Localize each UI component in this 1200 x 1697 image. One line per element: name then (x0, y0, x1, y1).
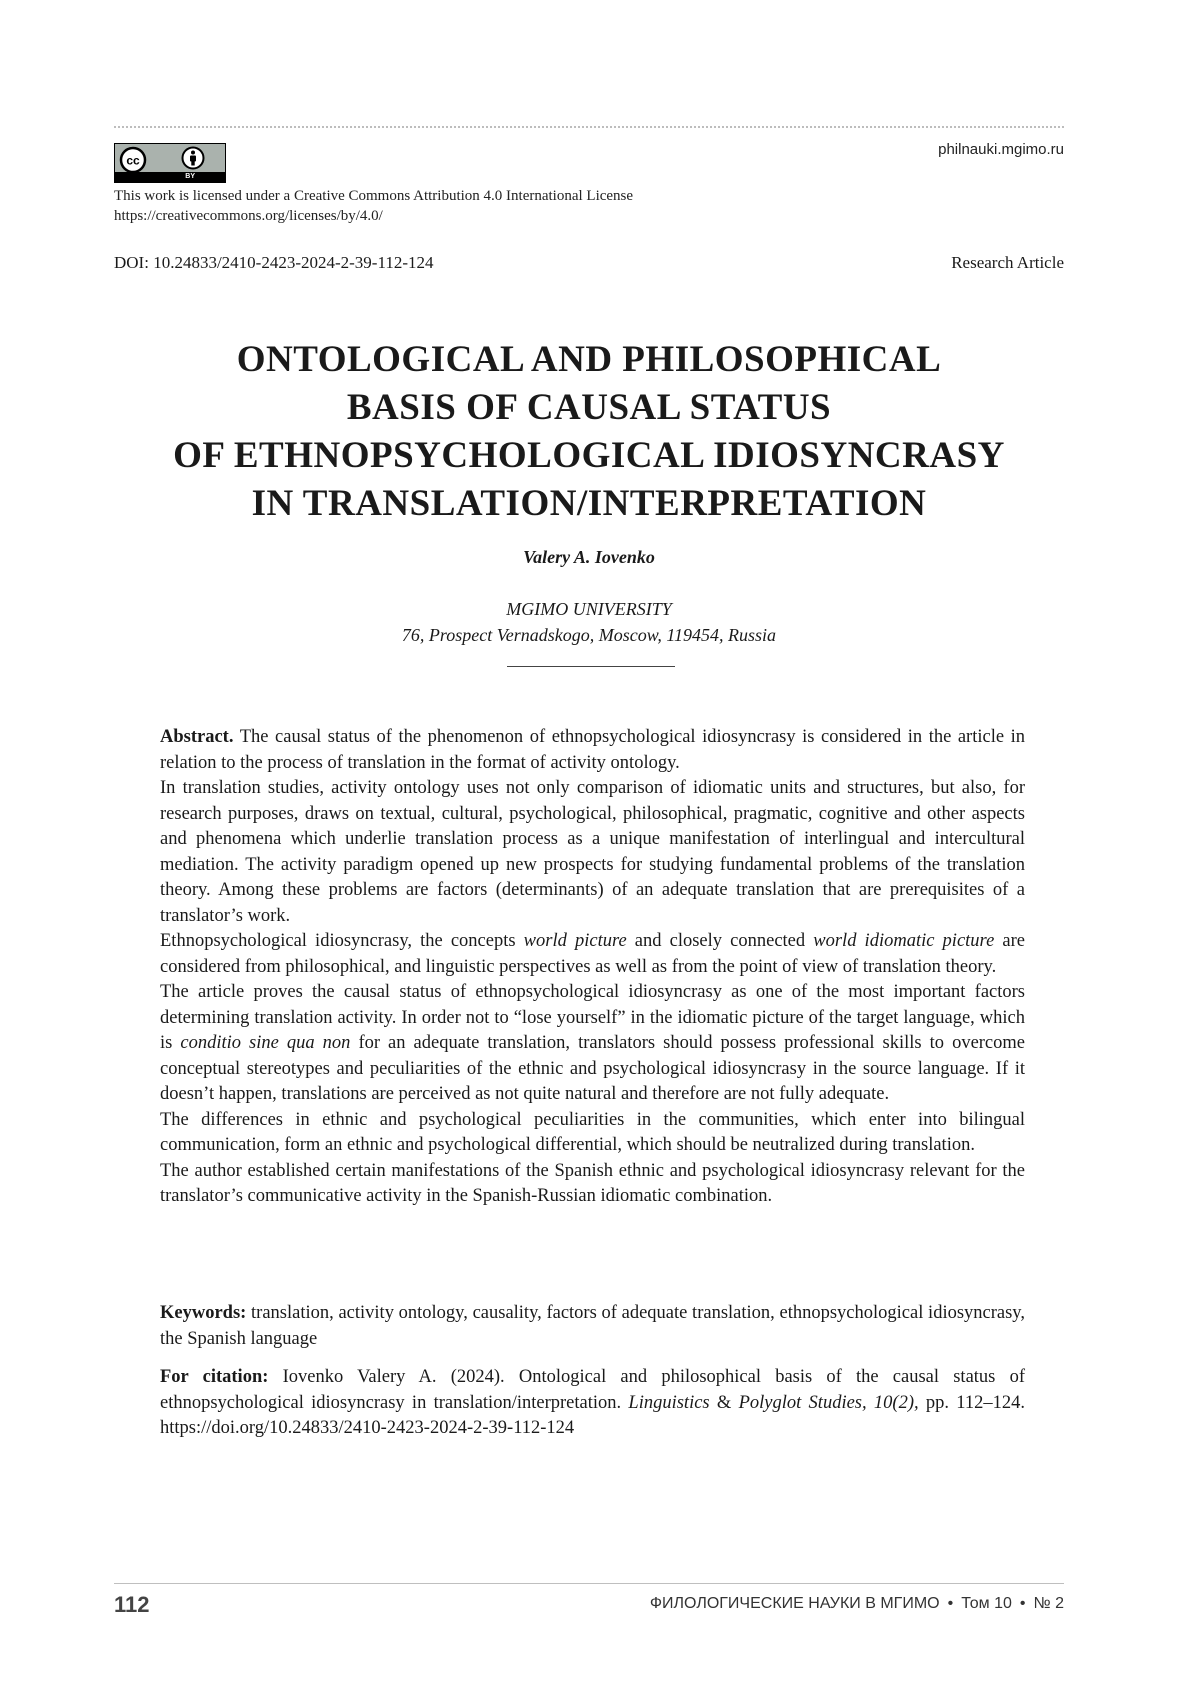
author-name: Valery A. Iovenko (523, 547, 655, 567)
title-line: BASIS OF CAUSAL STATUS (346, 387, 832, 428)
abstract-text: are considered from philosophical, and linguistic perspectives as well as from the point of view of translation theory. (160, 931, 1025, 977)
affiliation (114, 596, 1064, 648)
journal-footer (650, 1595, 1064, 1613)
abstract-text: The article proves the causal status of ethnopsychological idiosyncrasy as one of the most important factors determining translation activity. In order not to “lose yourself” in the idiomatic picture of the target language, which is (160, 982, 1025, 1053)
title-separator (507, 666, 675, 667)
abstract-text: and closely connected (626, 931, 814, 951)
svg-text:cc: cc (126, 153, 140, 168)
title-line: OF ETHNOPSYCHOLOGICAL IDIOSYNCRASY (173, 435, 1005, 476)
bullet-separator: • (1019, 1595, 1026, 1612)
doi-label: DOI: 10.24833/2410-2423-2024-2-39-112-124 (114, 253, 434, 272)
abstract (160, 725, 1025, 1210)
citation-label: For citation: (160, 1367, 269, 1387)
university-address: 76, Prospect Vernadskogo, Moscow, 119454, Russia (401, 625, 777, 645)
journal-name: ФИЛОЛОГИЧЕСКИЕ НАУКИ В МГИМО (649, 1595, 940, 1612)
article-type: Research Article (951, 253, 1064, 272)
abstract-text: The causal status of the phenomenon of ethnopsychological idiosyncrasy is considered in the article in relation to the process of translation in the format of activity ontology. (160, 727, 1026, 773)
cc-icon (119, 146, 147, 174)
cc-by-license-badge[interactable] (114, 143, 226, 183)
citation-ampersand: & (709, 1392, 739, 1413)
keywords-text: translation, activity ontology, causality, factors of adequate translation, ethnopsychological idiosyncrasy, the Spanish language (160, 1303, 1025, 1349)
keywords (160, 1301, 1025, 1352)
header-divider (114, 126, 1064, 128)
badge-by-label: BY (185, 173, 195, 180)
university-name: MGIMO UNIVERSITY (506, 599, 672, 619)
abstract-italic-term: conditio sine qua non (180, 1033, 351, 1053)
title-line: ONTOLOGICAL AND PHILOSOPHICAL (236, 339, 942, 380)
license-text: This work is licensed under a Creative Commons Attribution 4.0 International License (114, 188, 634, 204)
title-line: IN TRANSLATION/INTERPRETATION (251, 483, 927, 524)
abstract-paragraph (160, 980, 1025, 1108)
abstract-paragraph: The differences in ethnic and psychological peculiarities in the communities, which enter into bilingual communication, form an ethnic and psychological differential, which should be neutralized during translation. (160, 1109, 1025, 1155)
journal-website[interactable]: philnauki.mgimo.ru (938, 141, 1064, 158)
abstract-paragraph (160, 725, 1025, 776)
keywords-label: Keywords: (160, 1303, 247, 1323)
abstract-italic-term: world idiomatic picture (813, 931, 995, 951)
citation-text: Iovenko Valery A. (2024). Ontological and philosophical basis of the causal status of ethnopsychological idiosyncrasy in translation/interpretation. (160, 1367, 1025, 1413)
abstract-text: Ethnopsychological idiosyncrasy, the concepts (160, 931, 524, 951)
citation (160, 1365, 1025, 1442)
bullet-separator: • (947, 1595, 954, 1612)
citation-doi-text[interactable]: pp. 112–124. https://doi.org/10.24833/2410-2423-2024-2-39-112-124 (160, 1392, 1025, 1438)
abstract-label: Abstract. (160, 727, 234, 747)
volume-label: Том 10 (961, 1595, 1012, 1612)
footer-divider (114, 1583, 1064, 1584)
abstract-paragraph: In translation studies, activity ontology uses not only comparison of idiomatic units and structures, but also, for research purposes, draws on textual, cultural, psychological, philosophical, pragmatic, cognitive and other aspects and phenomena which underlie translation process as a unique manifestation of interlingual and intercultural mediation. The activity paradigm opened up new prospects for studying fundamental problems of the translation theory. Among these problems are factors (determinants) of an adequate translation that are prerequisites of a translator’s work. (160, 778, 1025, 926)
license-notice (114, 186, 633, 226)
attribution-person-icon (181, 146, 205, 170)
citation-journal: Polyglot Studies, 10(2), (738, 1392, 919, 1413)
abstract-italic-term: world picture (523, 931, 627, 951)
abstract-text: for an adequate translation, translators should possess professional skills to overcome conceptual stereotypes and peculiarities of the ethnic and psychological idiosyncrasy in the source language. If it doesn’t happen, translations are perceived as not quite natural and therefore are not fully adequate. (160, 1033, 1025, 1104)
citation-journal: Linguistics (628, 1392, 710, 1413)
page-number: 112 (114, 1592, 150, 1617)
abstract-paragraph: The author established certain manifestations of the Spanish ethnic and psychological idiosyncrasy relevant for the translator’s communicative activity in the Spanish-Russian idiomatic combination. (160, 1160, 1025, 1206)
badge-strip (115, 172, 225, 182)
issue-label: № 2 (1033, 1595, 1064, 1612)
article-title (114, 336, 1064, 528)
abstract-paragraph (160, 929, 1025, 980)
license-url[interactable]: https://creativecommons.org/licenses/by/4.0/ (114, 208, 383, 224)
